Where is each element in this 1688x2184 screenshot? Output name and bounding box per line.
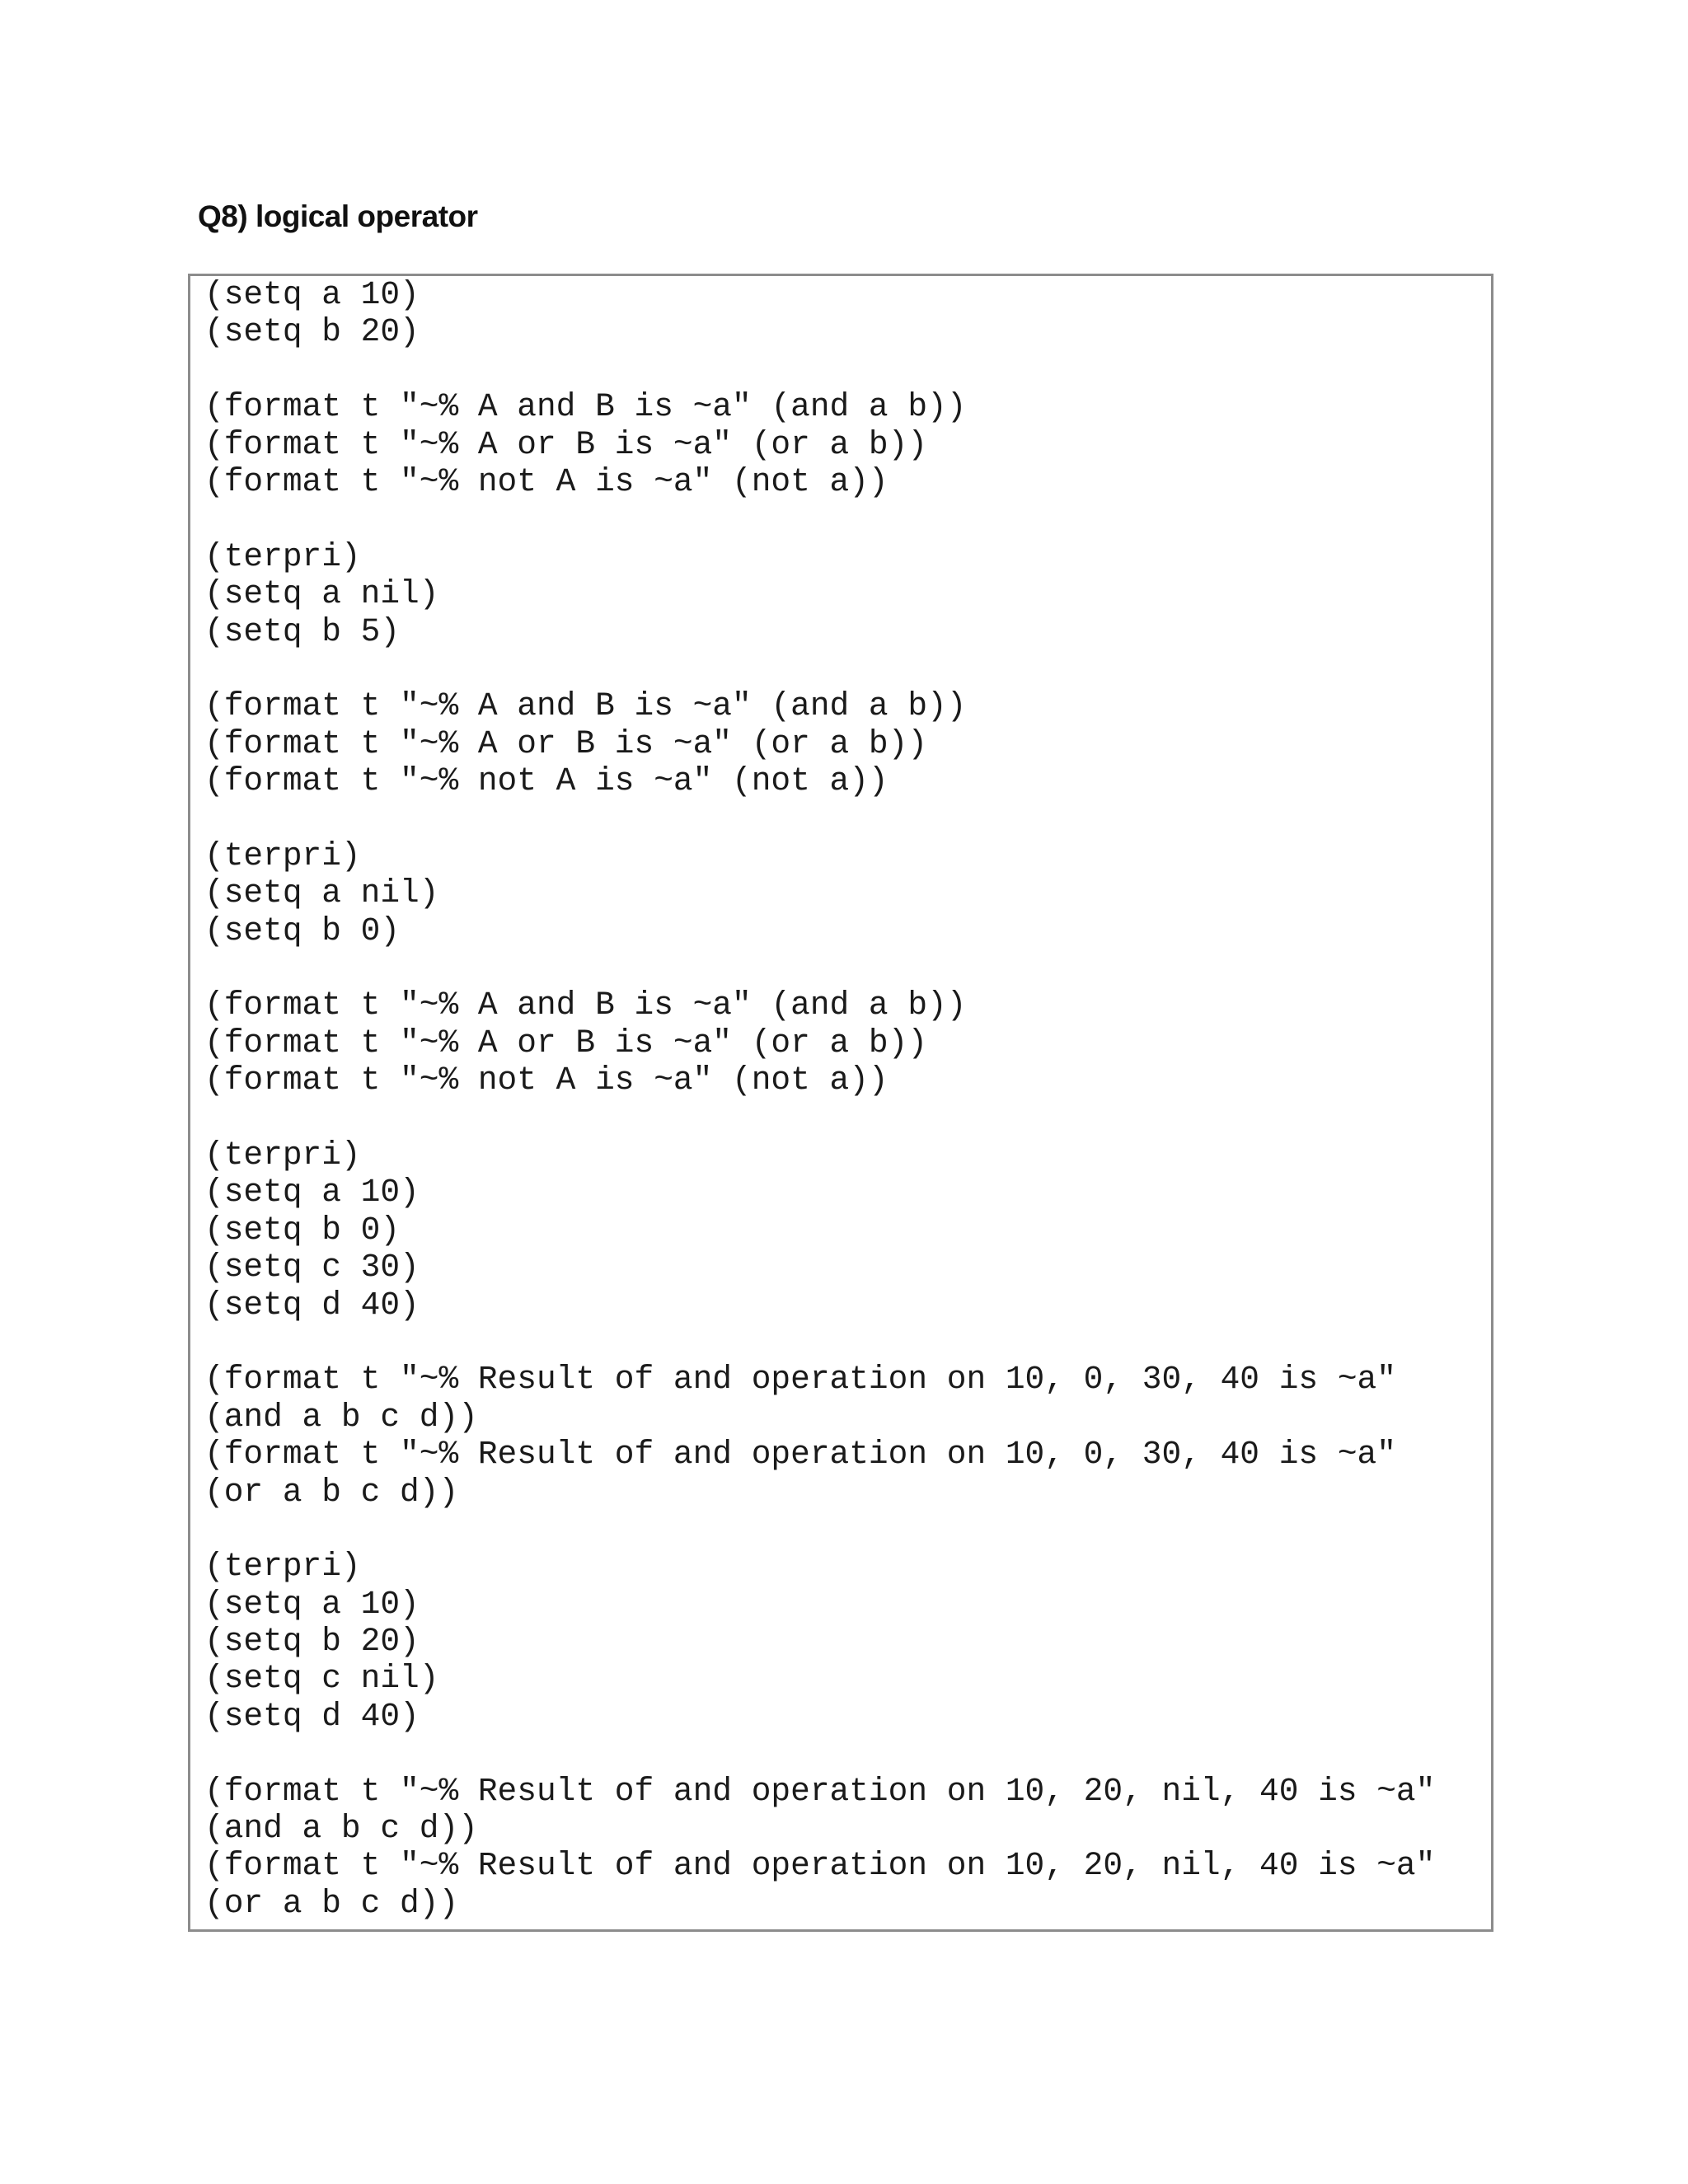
- code-line: (format t "~% A and B is ~a" (and a b)): [204, 687, 967, 725]
- code-lines: [204, 276, 1435, 1922]
- code-line: (setq b 20): [204, 313, 420, 351]
- code-line: (format t "~% not A is ~a" (not a)): [204, 1062, 889, 1099]
- code-blank-line: [204, 650, 1435, 687]
- code-line: (setq a 10): [204, 276, 420, 313]
- code-line: (format t "~% not A is ~a" (not a)): [204, 462, 889, 500]
- code-line: (terpri): [204, 837, 361, 874]
- code-blank-line: [204, 799, 1435, 837]
- code-line: (format t "~% Result of and operation on 10, 20, nil, 40 is ~a": [204, 1847, 1436, 1885]
- code-line: (setq b 5): [204, 612, 401, 650]
- code-line: (or a b c d)): [204, 1473, 459, 1511]
- code-line: (setq c nil): [204, 1660, 439, 1698]
- code-line: (setq b 0): [204, 1211, 401, 1249]
- code-line: (or a b c d)): [204, 1884, 459, 1922]
- code-line: (format t "~% A and B is ~a" (and a b)): [204, 388, 967, 426]
- code-line: (setq a 10): [204, 1174, 420, 1212]
- code-line: (setq c 30): [204, 1249, 420, 1286]
- code-line: (setq d 40): [204, 1286, 420, 1324]
- code-line: (setq b 0): [204, 912, 401, 949]
- code-line: (format t "~% Result of and operation on 10, 0, 30, 40 is ~a": [204, 1361, 1396, 1399]
- code-blank-line: [204, 1099, 1435, 1137]
- code-line: (format t "~% Result of and operation on 10, 20, nil, 40 is ~a": [204, 1772, 1436, 1810]
- code-line: (format t "~% not A is ~a" (not a)): [204, 762, 889, 800]
- code-line: (setq d 40): [204, 1697, 420, 1735]
- code-line: (format t "~% A or B is ~a" (or a b)): [204, 724, 928, 762]
- code-blank-line: [204, 351, 1435, 388]
- code-line: (terpri): [204, 537, 361, 575]
- code-line: (setq a nil): [204, 874, 439, 912]
- code-line: (and a b c d)): [204, 1810, 478, 1848]
- code-blank-line: [204, 1735, 1435, 1772]
- code-blank-line: [204, 500, 1435, 537]
- code-line: (and a b c d)): [204, 1398, 478, 1436]
- code-blank-line: [204, 949, 1435, 987]
- code-line: (format t "~% A or B is ~a" (or a b)): [204, 1024, 928, 1062]
- code-line: (format t "~% A or B is ~a" (or a b)): [204, 425, 928, 463]
- code-line: (setq b 20): [204, 1623, 420, 1661]
- code-blank-line: [204, 1511, 1435, 1548]
- code-blank-line: [204, 1324, 1435, 1361]
- code-line: (format t "~% A and B is ~a" (and a b)): [204, 987, 967, 1024]
- code-line: (terpri): [204, 1548, 361, 1586]
- code-line: (setq a 10): [204, 1585, 420, 1623]
- code-line: (setq a nil): [204, 575, 439, 613]
- code-line: (format t "~% Result of and operation on 10, 0, 30, 40 is ~a": [204, 1436, 1396, 1474]
- code-block: [188, 274, 1493, 1932]
- code-line: (terpri): [204, 1136, 361, 1174]
- page-heading: Q8) logical operator: [198, 199, 478, 233]
